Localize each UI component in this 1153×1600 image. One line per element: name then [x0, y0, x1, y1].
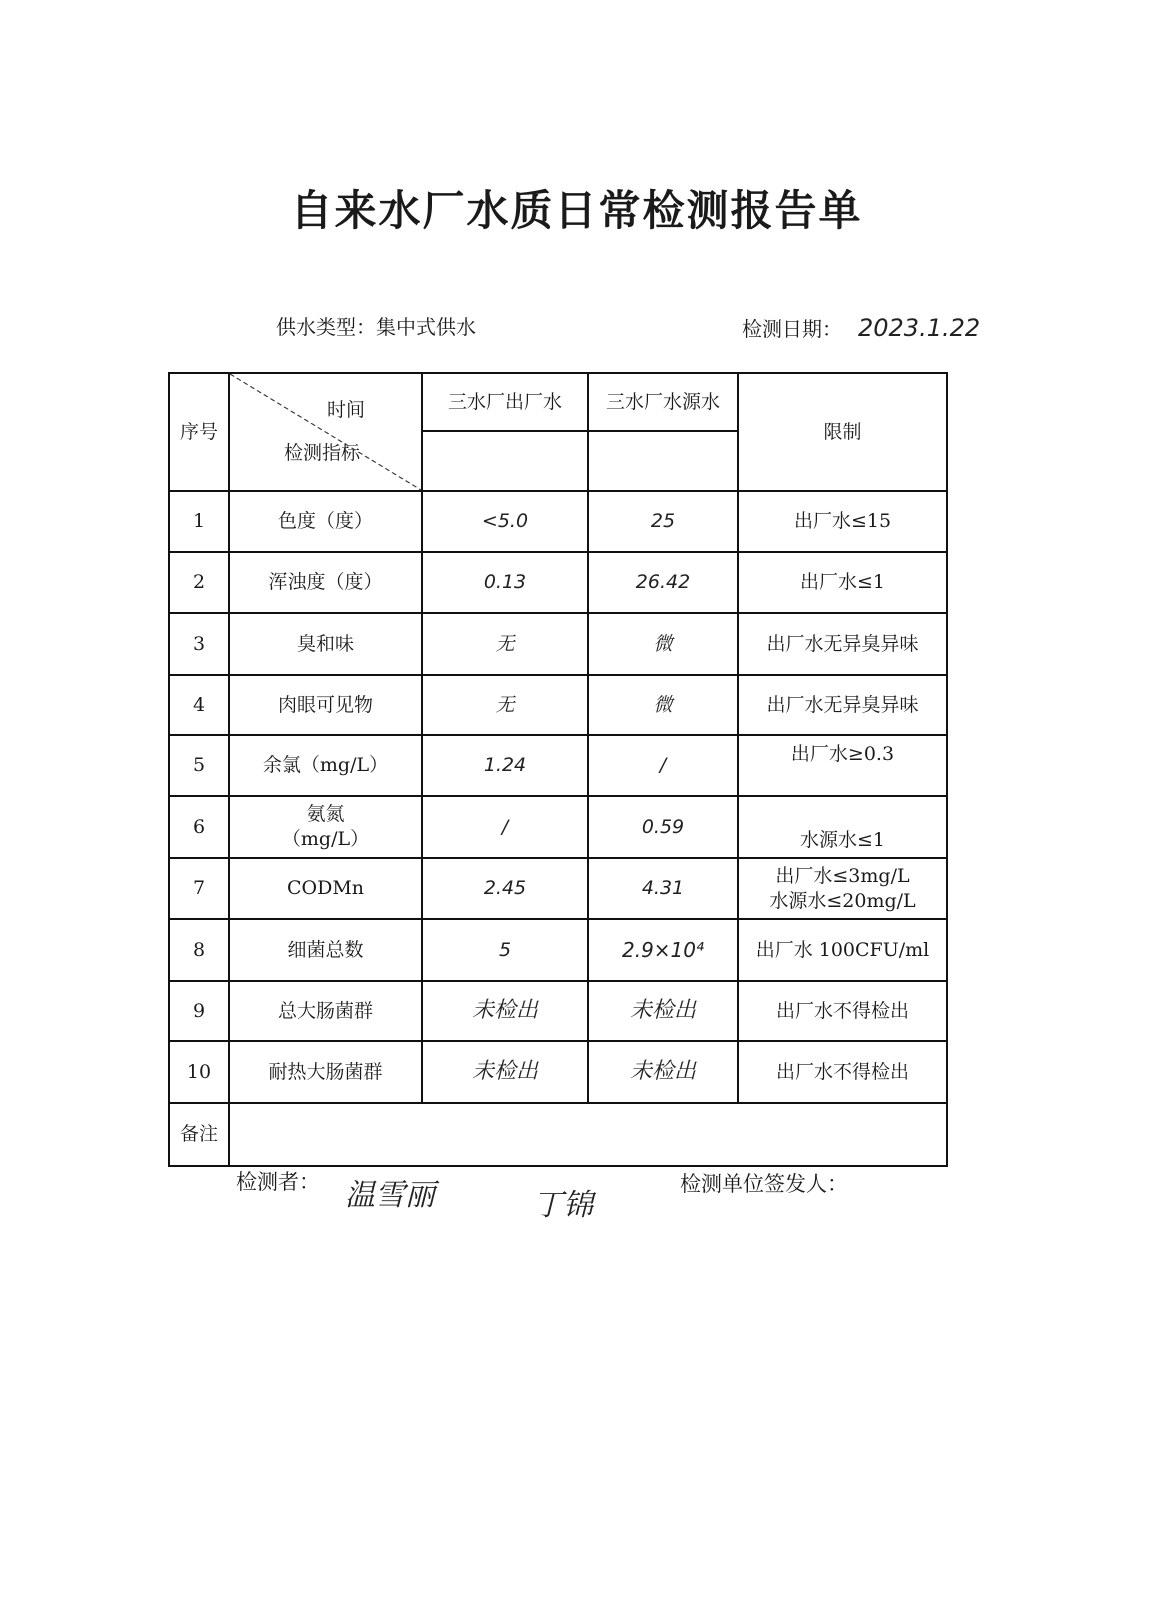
row-source-value: 微: [588, 613, 738, 675]
row-limit: 出厂水≤15: [738, 491, 947, 552]
issuer-label: 检测单位签发人：: [680, 1172, 848, 1196]
row-limit: 出厂水不得检出: [738, 981, 947, 1041]
test-date-label: 检测日期：: [742, 317, 842, 341]
row-source-value: 未检出: [588, 1041, 738, 1103]
diagonal-line: [230, 374, 421, 490]
inspector-label: 检测者：: [236, 1170, 320, 1194]
row-limit: 出厂水≤3mg/L: [775, 864, 910, 887]
inspector-signature-1: 温雪丽: [345, 1178, 435, 1213]
test-results-table: [168, 372, 948, 1167]
row-limit: 出厂水无异臭异味: [738, 675, 947, 735]
row-no: 3: [169, 613, 229, 675]
row-source-value: 0.59: [588, 796, 738, 858]
row-source-value: 25: [588, 491, 738, 552]
row-no: 2: [169, 552, 229, 613]
row-no: 9: [169, 981, 229, 1041]
remarks-row: [169, 1103, 947, 1166]
row-no: 1: [169, 491, 229, 552]
row-source-value: 微: [588, 675, 738, 735]
row-indicator: 细菌总数: [229, 919, 422, 981]
table-row: [169, 735, 947, 796]
header-diagonal-cell: [229, 373, 422, 491]
row-outlet-value: 无: [422, 613, 588, 675]
table-row: [169, 796, 947, 858]
row-no: 8: [169, 919, 229, 981]
header-seq: 序号: [169, 373, 229, 491]
row-source-value: 未检出: [588, 981, 738, 1041]
row-outlet-value: 未检出: [422, 1041, 588, 1103]
row-outlet-value: 0.13: [422, 552, 588, 613]
header-blank: [422, 431, 588, 491]
row-limit: 水源水≤1: [738, 796, 947, 858]
row-no: 10: [169, 1041, 229, 1103]
table-row: [169, 981, 947, 1041]
row-limit: 出厂水≤1: [738, 552, 947, 613]
table-row: [169, 858, 947, 919]
row-indicator: 总大肠菌群: [229, 981, 422, 1041]
row-indicator: 耐热大肠菌群: [229, 1041, 422, 1103]
table-row: [169, 613, 947, 675]
row-outlet-value: /: [422, 796, 588, 858]
row-limit: 出厂水≥0.3: [738, 735, 947, 796]
header-time: 时间: [326, 399, 365, 421]
row-no: 6: [169, 796, 229, 858]
row-limit-cell: [738, 858, 947, 919]
row-source-value: /: [588, 735, 738, 796]
header-col-source-water: 三水厂水源水: [588, 373, 738, 431]
row-limit: 出厂水无异臭异味: [738, 613, 947, 675]
row-outlet-value: 1.24: [422, 735, 588, 796]
row-source-value: 2.9×10⁴: [588, 919, 738, 981]
row-outlet-value: 未检出: [422, 981, 588, 1041]
table-row: [169, 491, 947, 552]
remarks-value: [229, 1103, 947, 1166]
row-indicator: 臭和味: [229, 613, 422, 675]
header-blank: [588, 431, 738, 491]
row-indicator-unit: （mg/L）: [281, 828, 370, 850]
row-limit-2: 水源水≤20mg/L: [769, 889, 916, 912]
row-indicator: 氨氮: [306, 803, 345, 826]
header-col-outlet-water: 三水厂出厂水: [422, 373, 588, 431]
row-indicator-cell: [229, 796, 422, 858]
table-row: [169, 919, 947, 981]
row-source-value: 4.31: [588, 858, 738, 919]
table-row: [169, 552, 947, 613]
row-outlet-value: 5: [422, 919, 588, 981]
row-no: 4: [169, 675, 229, 735]
row-source-value: 26.42: [588, 552, 738, 613]
row-indicator: 余氯（mg/L）: [229, 735, 422, 796]
header-limit: 限制: [738, 373, 947, 491]
table-row: [169, 1041, 947, 1103]
test-date-value: 2023.1.22: [858, 314, 981, 342]
row-indicator: 色度（度）: [229, 491, 422, 552]
row-indicator: CODMn: [229, 858, 422, 919]
row-outlet-value: 2.45: [422, 858, 588, 919]
row-limit: 出厂水 100CFU/ml: [738, 919, 947, 981]
remarks-label: 备注: [169, 1103, 229, 1166]
row-indicator: 浑浊度（度）: [229, 552, 422, 613]
row-no: 7: [169, 858, 229, 919]
table-row: [169, 675, 947, 735]
row-limit: 出厂水不得检出: [738, 1041, 947, 1103]
row-outlet-value: 无: [422, 675, 588, 735]
header-indicator: 检测指标: [284, 442, 361, 465]
report-title: 自来水厂水质日常检测报告单: [290, 186, 863, 235]
inspector-signature-2: 丁锦: [533, 1188, 593, 1223]
row-outlet-value: <5.0: [422, 491, 588, 552]
row-indicator: 肉眼可见物: [229, 675, 422, 735]
supply-type: 供水类型：集中式供水: [276, 315, 476, 339]
row-no: 5: [169, 735, 229, 796]
